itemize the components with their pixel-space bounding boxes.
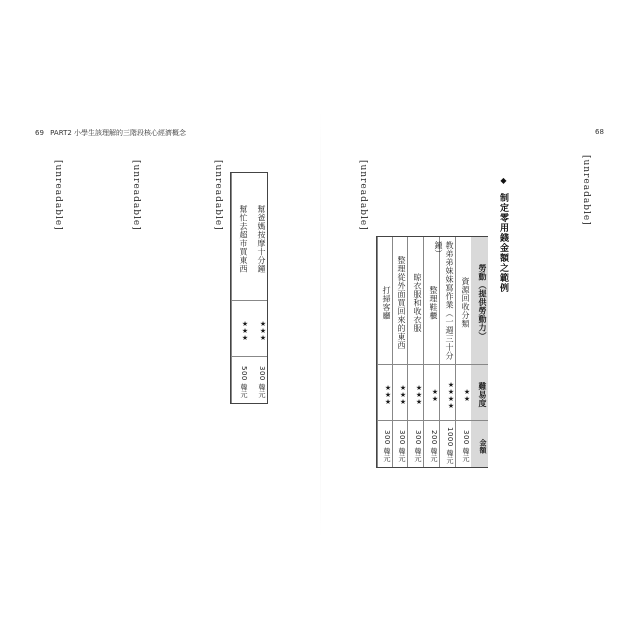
table-row [249,173,267,403]
table-row-amount: 300 韓元 [398,429,406,463]
table-row-task: 打掃客廳 [378,237,392,365]
table-row-amount: 300 韓元 [462,429,470,463]
section-title-text: 制定零用錢金額之範例 [498,193,508,294]
table-row-stars: ★★★ [249,301,267,357]
table-header-amount: 金額 [479,438,487,454]
right-paragraph-second: [unreadable] [358,160,368,231]
table-row-task: 資源回收分類 [456,237,471,365]
table-header-column [471,237,488,467]
table-row [392,237,407,467]
table-row-amount: 200 韓元 [430,429,438,463]
table-row-stars: ★★★ [393,365,407,421]
table-row-task: 整理從外面買回來的東西 [393,237,407,365]
table-row-amount: 300 韓元 [414,429,422,463]
table-row-task: 教弟弟妹妹寫作業（一週三十分鐘） [440,237,455,365]
table-row-stars: ★★★ [232,301,249,357]
table-row-stars: ★★★ [378,365,392,421]
left-paragraph-bottom: [unreadable] [53,160,63,231]
table-row [407,237,423,467]
table-row-task: 整理鞋櫃 [424,237,439,365]
left-running-head-title: PART2 小學生該理解的三階段核心經濟概念 [50,129,187,137]
left-paragraph-top: [unreadable] [213,160,223,231]
right-paragraph-top: [unreadable] [581,155,591,226]
table-row-stars: ★★ [424,365,439,421]
table-header-difficulty: 難易度 [471,365,488,421]
table-row-amount: 500 韓元 [240,365,248,399]
section-bullet-icon: ◆ [499,176,508,186]
book-gutter [320,110,321,540]
left-running-head [35,128,186,138]
table-row-amount: 300 韓元 [258,365,266,399]
table-header-task: 勞動（提供勞動力） [471,237,488,365]
table-row-stars: ★★★★ [440,365,455,421]
table-row-task: 幫爸媽按摩十分鐘 [249,173,267,301]
table-row [423,237,439,467]
left-page-number: 69 [35,129,44,137]
table-row-amount: 300 韓元 [383,429,391,463]
left-paragraph-middle: [unreadable] [131,160,141,231]
table-row-task: 晾衣服和收衣服 [408,237,423,365]
table-row-task: 幫忙去超市買東西 [232,173,249,301]
table-row [377,237,392,467]
section-title [497,176,510,293]
table-row-stars: ★★★ [408,365,423,421]
table-row [231,173,249,403]
table-row [455,237,471,467]
chore-pay-table [376,236,488,468]
table-row-stars: ★★ [456,365,471,421]
right-page-number: 68 [595,128,604,136]
table-row-amount: 1000 韓元 [446,427,454,465]
chore-pay-table-continued [230,172,268,404]
